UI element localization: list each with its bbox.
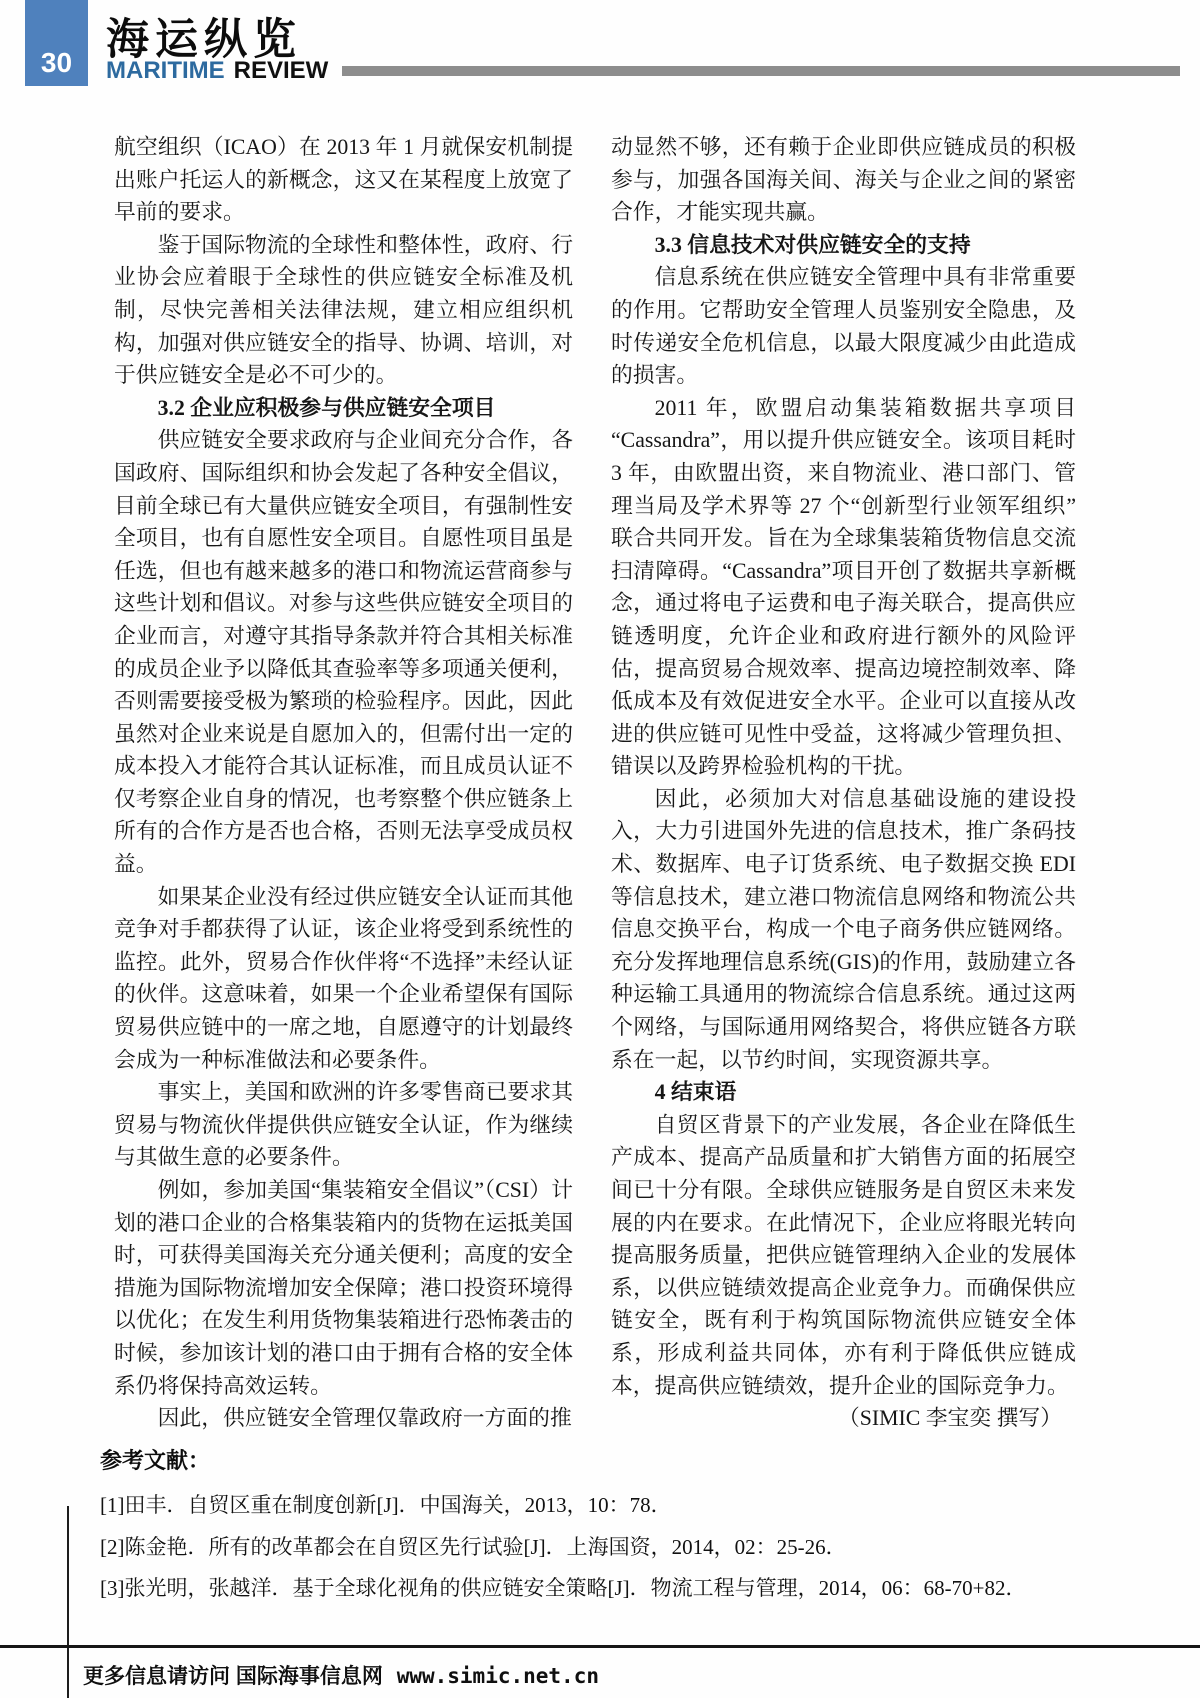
page-title-chinese: 海运纵览	[106, 16, 302, 64]
paragraph: 自贸区背景下的产业发展，各企业在降低生产成本、提高产品质量和扩大销售方面的拓展空间已十分有限。全球供应链服务是自贸区未来发展的内在要求。在此情况下，企业应将眼光转向提高服务质量，把供应链管理纳入企业的发展体系，以供应链绩效提高企业竞争力。而确保供应链安全，既有利于构筑国际物流供应链安全体系，形成利益共同体，亦有利于降低供应链成本，提高供应链绩效，提升企业的国际竞争力。	[611, 1112, 1076, 1398]
paragraph: 供应链安全要求政府与企业间充分合作，各国政府、国际组织和协会发起了各种安全倡议，目前全球已有大量供应链安全项目，有强制性安全项目，也有自愿性安全项目。自愿性项目虽是任选，但也有越来越多的港口和物流运营商参与这些计划和倡议。对参与这些供应链安全项目的企业而言，对遵守其指导条款并符合其相关标准的成员企业予以降低其查验率等多项通关便利，否则需要接受极为繁琐的检验程序。因此，因此虽然对企业来说是自愿加入的，但需付出一定的成本投入才能符合其认证标准，而且成员认证不仅考察企业自身的情况，也考察整个供应链条上所有的合作方是否也合格，否则无法享受成员权益。	[114, 428, 573, 877]
paragraph: 因此，供应链安全管理仅靠政府一方面的推	[157, 1406, 572, 1431]
footer-visit-label: 更多信息请访问 国际海事信息网	[83, 1665, 383, 1688]
paragraph: 如果某企业没有经过供应链安全认证而其他竞争对手都获得了认证，该企业将受到系统性的监控。此外，贸易合作伙伴将“不选择”未经认证的伙伴。这意味着，如果一个企业希望保有国际贸易供应链中的一席之地，自愿遵守的计划最终会成为一种标准做法和必要条件。	[114, 884, 573, 1072]
paragraph: 事实上，美国和欧洲的许多零售商已要求其贸易与物流伙伴提供供应链安全认证，作为继续与其做生意的必要条件。	[114, 1080, 573, 1170]
reference-item: [1]田丰．自贸区重在制度创新[J]．中国海关，2013，10：78．	[100, 1493, 672, 1517]
footer-text	[83, 1660, 599, 1690]
paragraph: （SIMIC 李宝奕 撰写）	[837, 1406, 1062, 1431]
left-column	[114, 131, 573, 1435]
references-heading: 参考文献：	[100, 1448, 211, 1473]
header-rule	[342, 66, 1180, 76]
references-list	[100, 1485, 1070, 1610]
footer-website-url: www.simic.net.cn	[396, 1664, 599, 1688]
paragraph: 2011 年，欧盟启动集装箱数据共享项目“Cassandra”，用以提升供应链安全。该项目耗时 3 年，由欧盟出资，来自物流业、港口部门、管理当局及学术界等 27 个“创新型行业领军组织”联合共同开发。旨在为全球集装箱货物信息交流扫清障碍。“Cassandra”项目开创了数据共享新概念，通过将电子运费和电子海关联合，提高供应链透明度，允许企业和政府进行额外的风险评估，提高贸易合规效率、提高边境控制效率、降低成本及有效促进安全水平。企业可以直接从改进的供应链可见性中受益，这将减少管理负担、错误以及跨界检验机构的干扰。	[611, 395, 1076, 779]
title-en-review: REVIEW	[233, 57, 329, 84]
title-en-maritime: MARITIME	[106, 57, 225, 84]
paragraph: 动显然不够，还有赖于企业即供应链成员的积极参与，加强各国海关间、海关与企业之间的紧密合作，才能实现共赢。	[611, 135, 1076, 225]
section-heading: 3.2 企业应积极参与供应链安全项目	[157, 395, 496, 420]
reference-item: [3]张光明，张越洋．基于全球化视角的供应链安全策略[J]．物流工程与管理，2014，06：68-70+82．	[100, 1576, 1027, 1600]
page-fold-line	[67, 1506, 69, 1698]
page-title-english	[106, 57, 1180, 85]
section-heading: 3.3 信息技术对供应链安全的支持	[654, 232, 971, 257]
paragraph: 航空组织（ICAO）在 2013 年 1 月就保安机制提出账户托运人的新概念，这又在某程度上放宽了早前的要求。	[114, 135, 573, 225]
references-section	[100, 1444, 1070, 1610]
section-heading: 4 结束语	[654, 1080, 737, 1105]
paragraph: 信息系统在供应链安全管理中具有非常重要的作用。它帮助安全管理人员鉴别安全隐患，及时传递安全危机信息，以最大限度减少由此造成的损害。	[611, 265, 1076, 388]
reference-item: [2]陈金艳．所有的改革都会在自贸区先行试验[J]．上海国资，2014，02：25-26．	[100, 1534, 847, 1559]
paragraph: 例如，参加美国“集装箱安全倡议”（CSI）计划的港口企业的合格集装箱内的货物在运抵美国时，可获得美国海关充分通关便利；高度的安全措施为国际物流增加安全保障；港口投资环境得以优化；在发生利用货物集装箱进行恐怖袭击的时候，参加该计划的港口由于拥有合格的安全体系仍将保持高效运转。	[114, 1178, 573, 1398]
right-column	[611, 131, 1076, 1435]
paragraph: 因此，必须加大对信息基础设施的建设投入，大力引进国外先进的信息技术，推广条码技术、数据库、电子订货系统、电子数据交换 EDI 等信息技术，建立港口物流信息网络和物流公共信息交换平台，构成一个电子商务供应链网络。充分发挥地理信息系统(GIS)的作用，鼓励建立各种运输工具通用的物流综合信息系统。通过这两个网络，与国际通用网络契合，将供应链各方联系在一起，以节约时间，实现资源共享。	[611, 786, 1076, 1072]
footer-rule	[0, 1645, 1200, 1648]
page-number: 30	[40, 47, 73, 78]
paragraph: 鉴于国际物流的全球性和整体性，政府、行业协会应着眼于全球性的供应链安全标准及机制，尽快完善相关法律法规，建立相应组织机构，加强对供应链安全的指导、协调、培训，对于供应链安全是必不可少的。	[114, 232, 573, 388]
page-number-badge	[25, 0, 88, 86]
